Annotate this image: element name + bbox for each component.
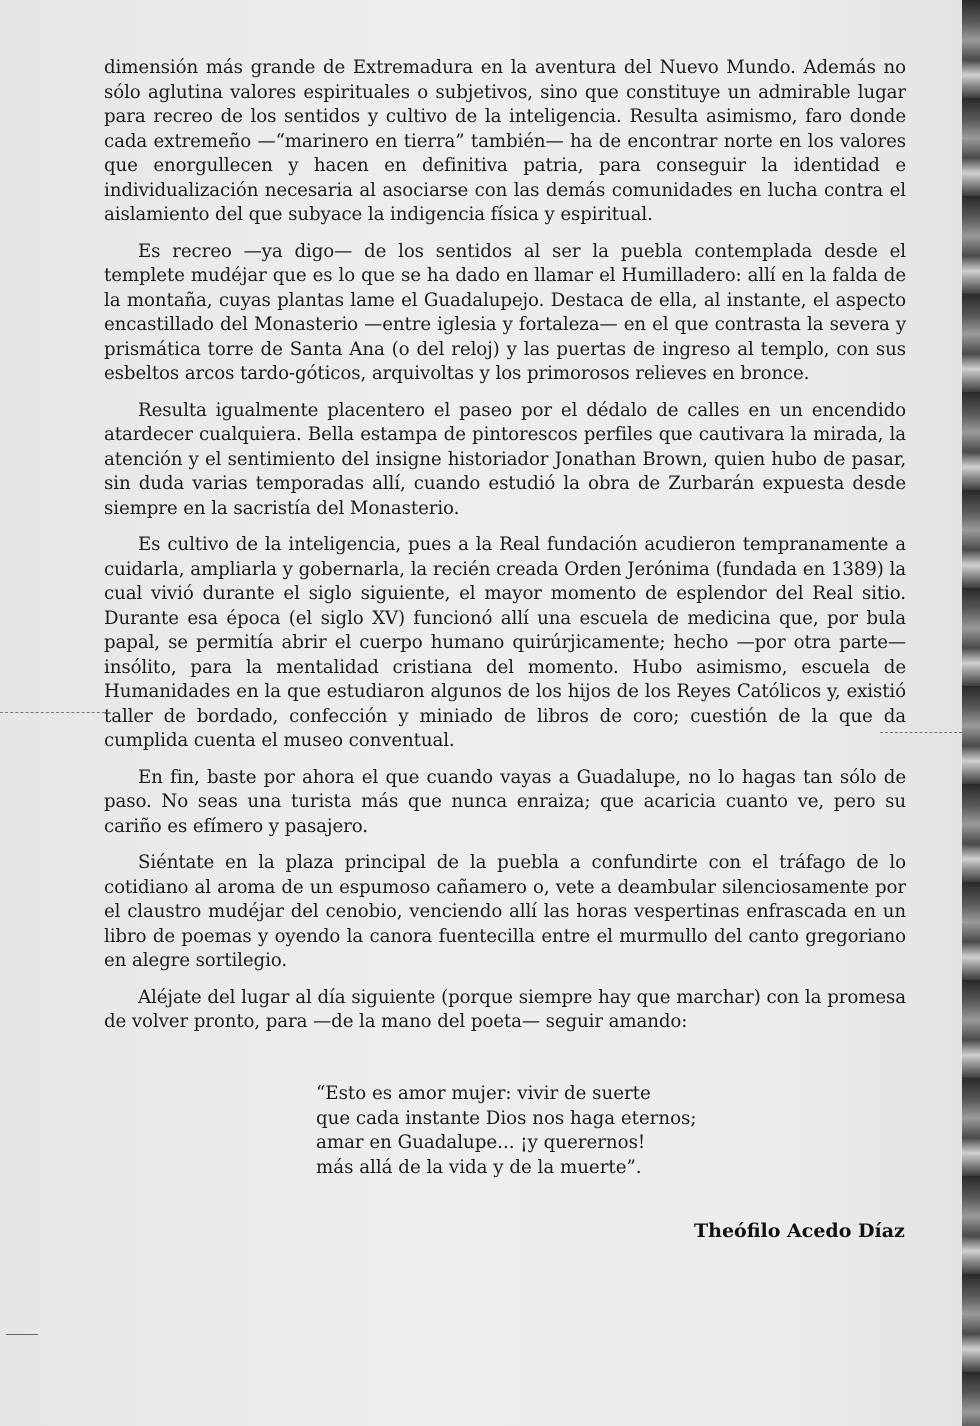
paragraph-4: Es cultivo de la inteligencia, pues a la Real fundación acudieron tempranamente a cuidarla, ampliarla y gobernarla, la recién creada Orden Jerónima (fundada en 1389) la cual vivió durante el siglo siguiente, el mayor momento de esplendor del Real sitio. Durante esa época (el siglo XV) funcionó allí una escuela de medicina que, por bula papal, se permitía abrir el cuerpo humano quirúrjicamente; hecho —por otra parte— insólito, para la mentalidad cristiana del momento. Hubo asimismo, escuela de Humanidades en la que estudiaron algunos de los hijos de los Reyes Católicos y, existió taller de bordado, confección y miniado de libros de coro; cuestión de la que da cumplida cuenta el museo conventual. xyxy=(104,534,906,751)
corner-mark xyxy=(6,1334,38,1349)
author-signature: Theófilo Acedo Díaz xyxy=(694,1220,905,1242)
paragraph-7: Aléjate del lugar al día siguiente (porque siempre hay que marchar) con la promesa de volver pronto, para —de la mano del poeta— seguir amando: xyxy=(104,986,906,1032)
poem-line: amar en Guadalupe... ¡y querernos! xyxy=(316,1132,646,1153)
paragraph-1: dimensión más grande de Extremadura en la aventura del Nuevo Mundo. Además no sólo aglutina valores espirituales o subjetivos, sino que constituye un admirable lugar para recreo de los sentidos y cultivo de la inteligencia. Resulta asimismo, faro donde cada extremeño —“marinero en tierra” también— ha de encontrar norte en los valores que enorgullecen y hacen en definitiva patria, para conseguir la identidad e individualización necesaria al asociarse con las demás comunidades en lucha contra el aislamiento del que subyace la indigencia física y espiritual. xyxy=(104,57,906,225)
fold-line-right xyxy=(880,732,962,733)
poem-line: “Esto es amor mujer: vivir de suerte xyxy=(316,1083,651,1104)
paragraph-5: En fin, baste por ahora el que cuando vayas a Guadalupe, no lo hagas tan sólo de paso. No seas una turista más que nunca enraiza; que acaricia cuanto ve, pero su cariño es efímero y pasajero. xyxy=(104,766,906,837)
poem-line: más allá de la vida y de la muerte”. xyxy=(316,1156,642,1178)
poem-line: que cada instante Dios nos haga eternos; xyxy=(316,1107,697,1129)
paragraph-3: Resulta igualmente placentero el paseo por el dédalo de calles en un encendido atardecer cualquiera. Bella estampa de pintorescos perfiles que cautivara la mirada, la atención y el sentimiento del insigne historiador Jonathan Brown, quien hubo de pasar, sin duda varias temporadas allí, cuando estudió la obra de Zurbarán expuesta desde siempre en la sacristía del Monasterio. xyxy=(104,399,906,519)
body-text xyxy=(104,56,906,1047)
paragraph-2: Es recreo —ya digo— de los sentidos al ser la puebla contemplada desde el templete mudéjar que es lo que se ha dado en llamar el Humilladero: allí en la falda de la montaña, cuyas plantas lame el Guadalupejo. Destaca de ella, al instante, el aspecto encastillado del Monasterio —entre iglesia y fortaleza— en el que contrasta la severa y prismática torre de Santa Ana (o del reloj) y las puertas de ingreso al templo, con sus esbeltos arcos tardo-góticos, arquivoltas y los primorosos relieves en bronce. xyxy=(104,240,906,384)
paragraph-6: Siéntate en la plaza principal de la puebla a confundirte con el tráfago de lo cotidiano al aroma de un espumoso cañamero o, vete a deambular silenciosamente por el claustro mudéjar del cenobio, venciendo allí las horas vespertinas enfrascada en un libro de poemas y oyendo la canora fuentecilla entre el murmullo del canto gregoriano en alegre sortilegio. xyxy=(104,852,906,971)
poem-quote xyxy=(316,1082,736,1180)
page-edge-shadow xyxy=(962,0,980,1426)
fold-line-left xyxy=(0,712,110,713)
